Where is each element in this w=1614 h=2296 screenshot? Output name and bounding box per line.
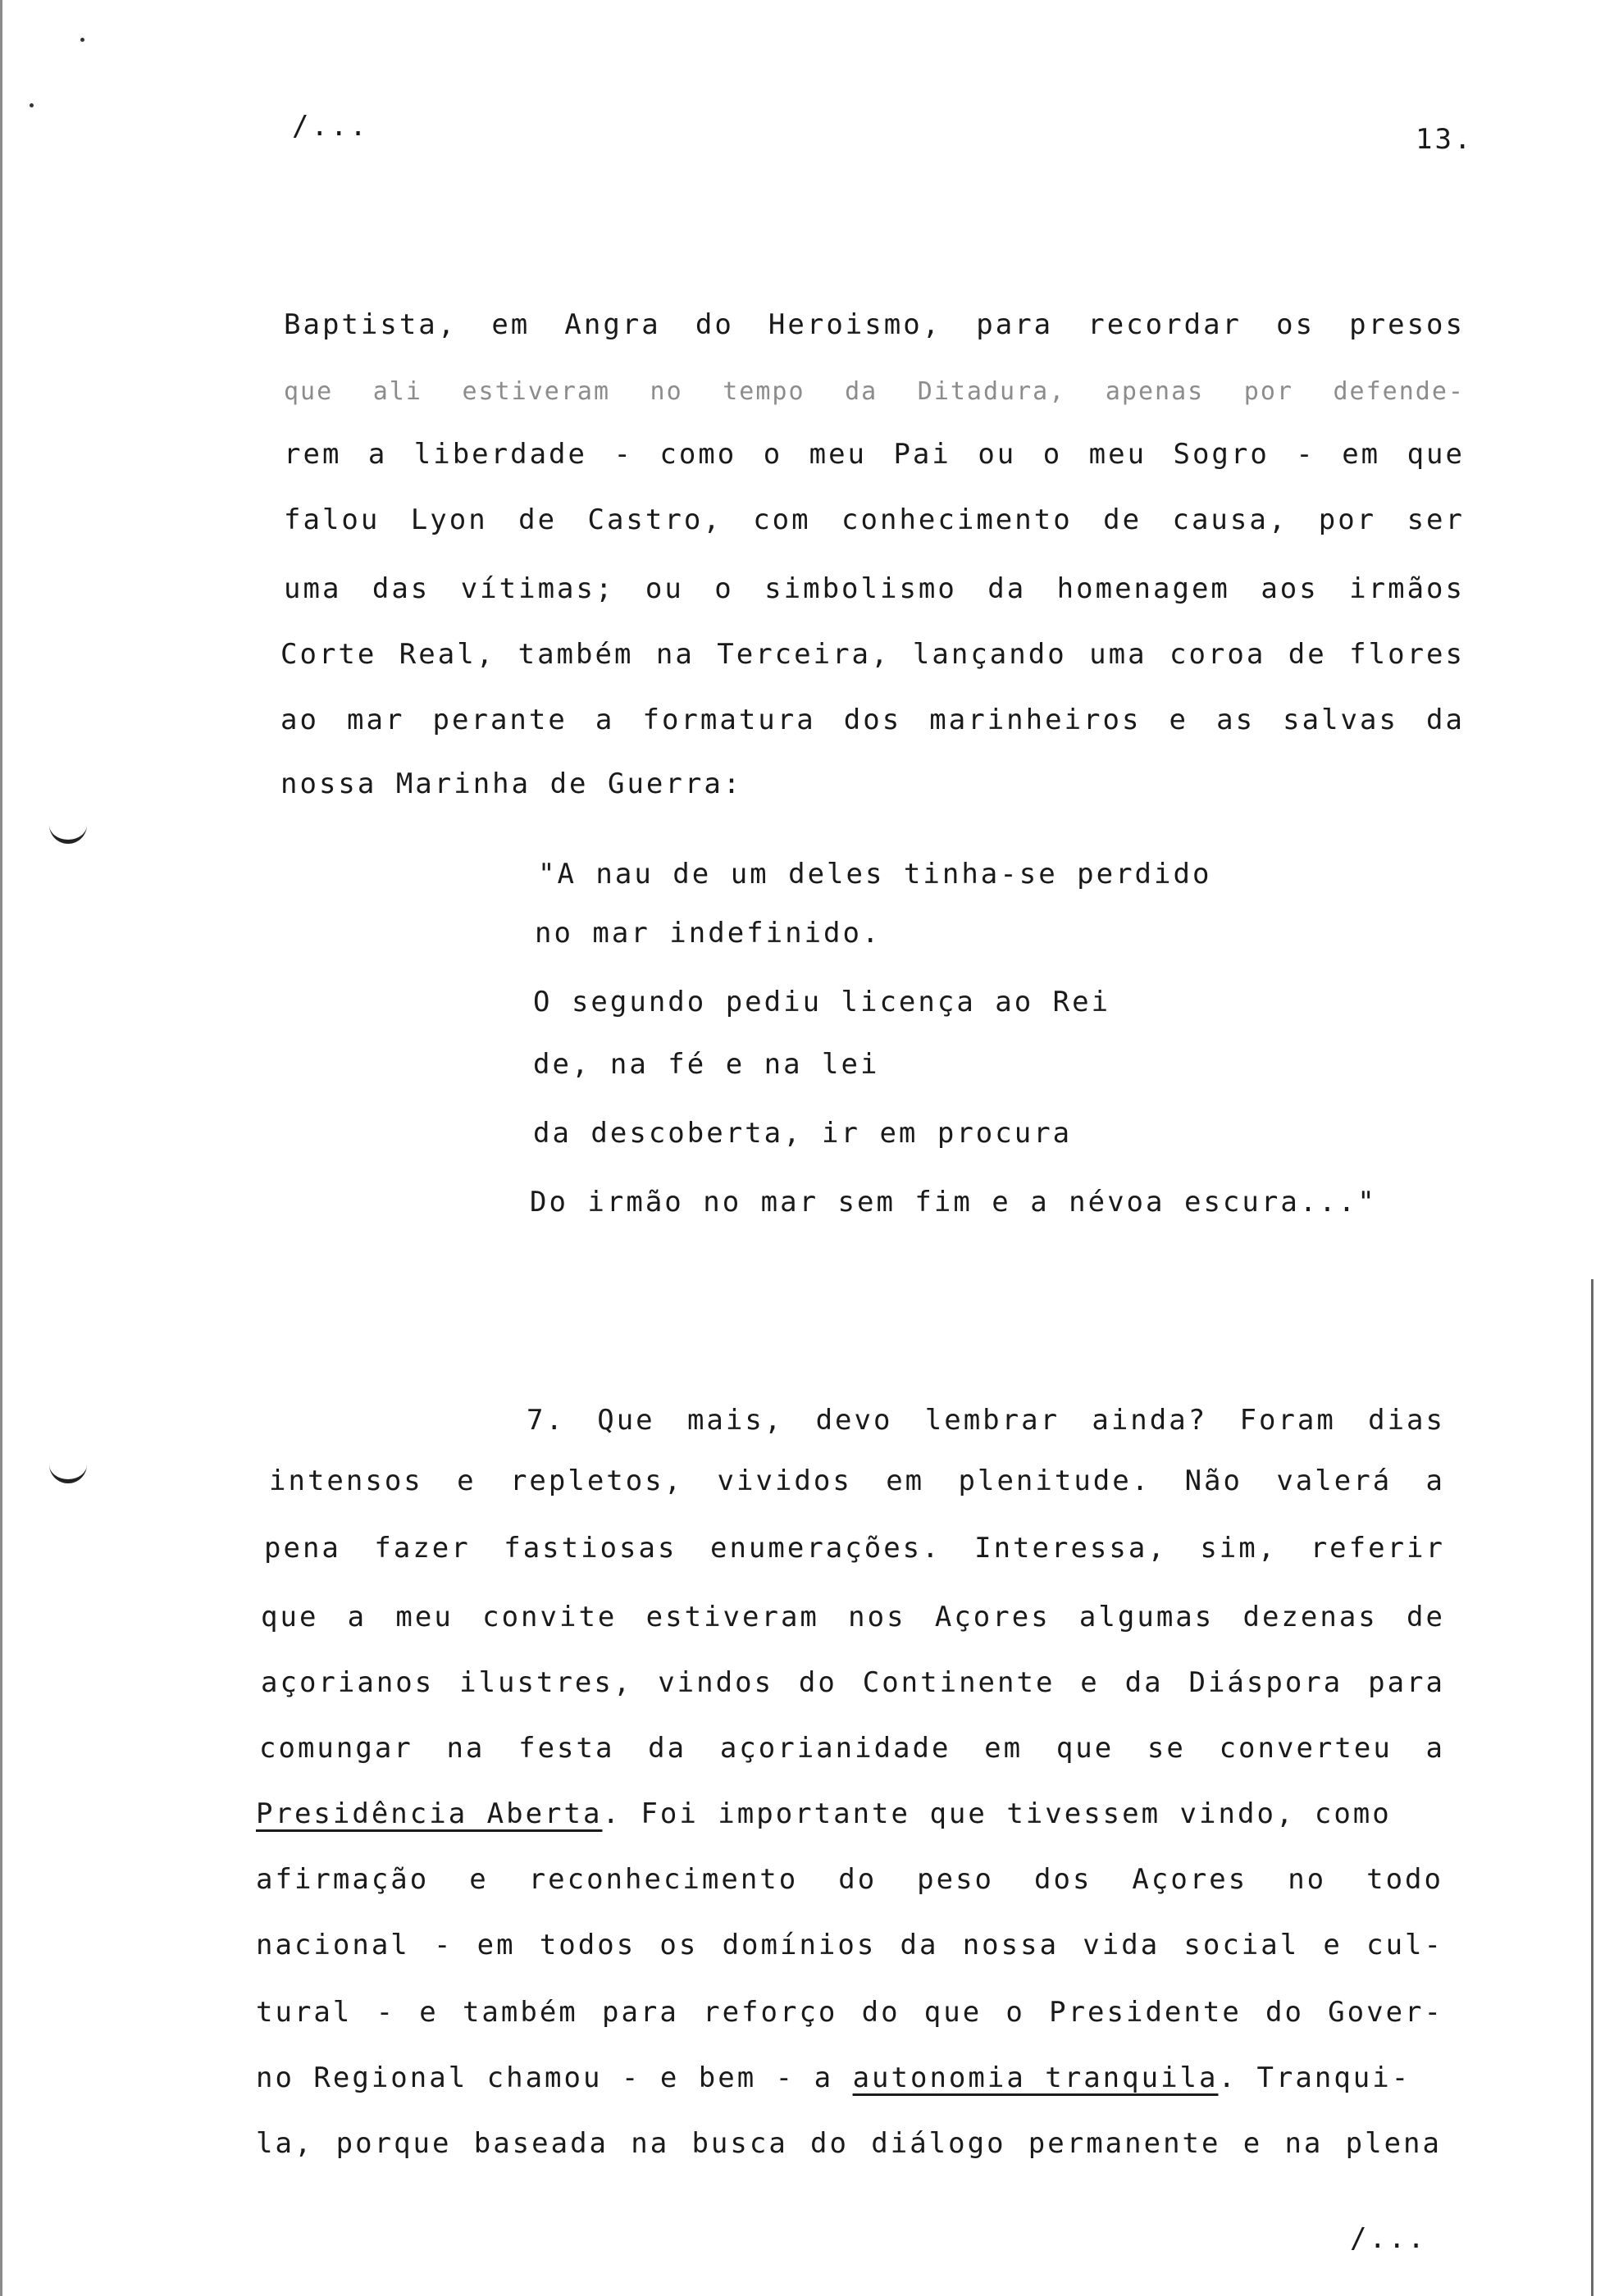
text-line: la, porque baseada na busca do diálogo permanente e na plena	[256, 2127, 1442, 2160]
text-line: que ali estiveram no tempo da Ditadura, apenas por defende-	[284, 377, 1465, 406]
page-number: 13.	[1416, 123, 1474, 156]
text-line: nossa Marinha de Guerra:	[280, 768, 743, 800]
quote-line: de, na fé e na lei	[533, 1048, 880, 1081]
text-segment: . Foi importante que tivessem vindo, como	[602, 1797, 1392, 1830]
quote-line: da descoberta, ir em procura	[533, 1117, 1073, 1150]
text-line: Corte Real, também na Terceira, lançando uma coroa de flores	[280, 638, 1465, 671]
text-line: ao mar perante a formatura dos marinheiros e as salvas da	[280, 704, 1465, 736]
continuation-top: /...	[292, 110, 369, 143]
text-segment: . Tranqui-	[1218, 2061, 1411, 2094]
quote-line: O segundo pediu licença ao Rei	[533, 986, 1111, 1018]
text-line: nacional - em todos os domínios da nossa vida social e cul-	[256, 1929, 1443, 1961]
scan-edge-left	[0, 0, 2, 2296]
underlined-phrase: Presidência Aberta	[256, 1797, 603, 1830]
continuation-bottom: /...	[1350, 2222, 1427, 2255]
text-line: falou Lyon de Castro, com conhecimento de causa, por ser	[284, 503, 1465, 536]
quote-line: "A nau de um deles tinha-se perdido	[538, 858, 1212, 891]
text-line: comungar na festa da açorianidade em que se converteu a	[259, 1732, 1445, 1765]
text-line: tural - e também para reforço do que o Presidente do Gover-	[256, 1996, 1443, 2029]
text-line: que a meu convite estiveram nos Açores algumas dezenas de	[261, 1601, 1445, 1633]
scan-edge-right	[1591, 1279, 1593, 2296]
text-line: 7. Que mais, devo lembrar ainda? Foram dias	[527, 1404, 1445, 1437]
text-line: açorianos ilustres, vindos do Continente e da Diáspora para	[261, 1666, 1445, 1699]
text-line	[256, 1796, 1445, 1832]
text-segment: no Regional chamou - e bem - a	[256, 2061, 853, 2094]
text-line: intensos e repletos, vividos em plenitude. Não valerá a	[269, 1465, 1445, 1497]
margin-mark	[49, 822, 87, 844]
scan-speck	[80, 38, 84, 42]
margin-mark	[49, 1461, 87, 1483]
text-line: afirmação e reconhecimento do peso dos Açores no todo	[256, 1863, 1443, 1896]
text-line: rem a liberdade - como o meu Pai ou o meu Sogro - em que	[284, 438, 1465, 471]
text-line: Baptista, em Angra do Heroismo, para recordar os presos	[284, 308, 1465, 341]
text-line: pena fazer fastiosas enumerações. Interessa, sim, referir	[264, 1532, 1445, 1565]
text-line	[256, 2060, 1411, 2096]
quote-line: Do irmão no mar sem fim e a névoa escura..."	[530, 1186, 1377, 1219]
quote-line: no mar indefinido.	[535, 917, 882, 950]
underlined-phrase: autonomia tranquila	[852, 2061, 1219, 2094]
scan-speck	[30, 103, 34, 107]
text-line: uma das vítimas; ou o simbolismo da homenagem aos irmãos	[284, 572, 1465, 605]
